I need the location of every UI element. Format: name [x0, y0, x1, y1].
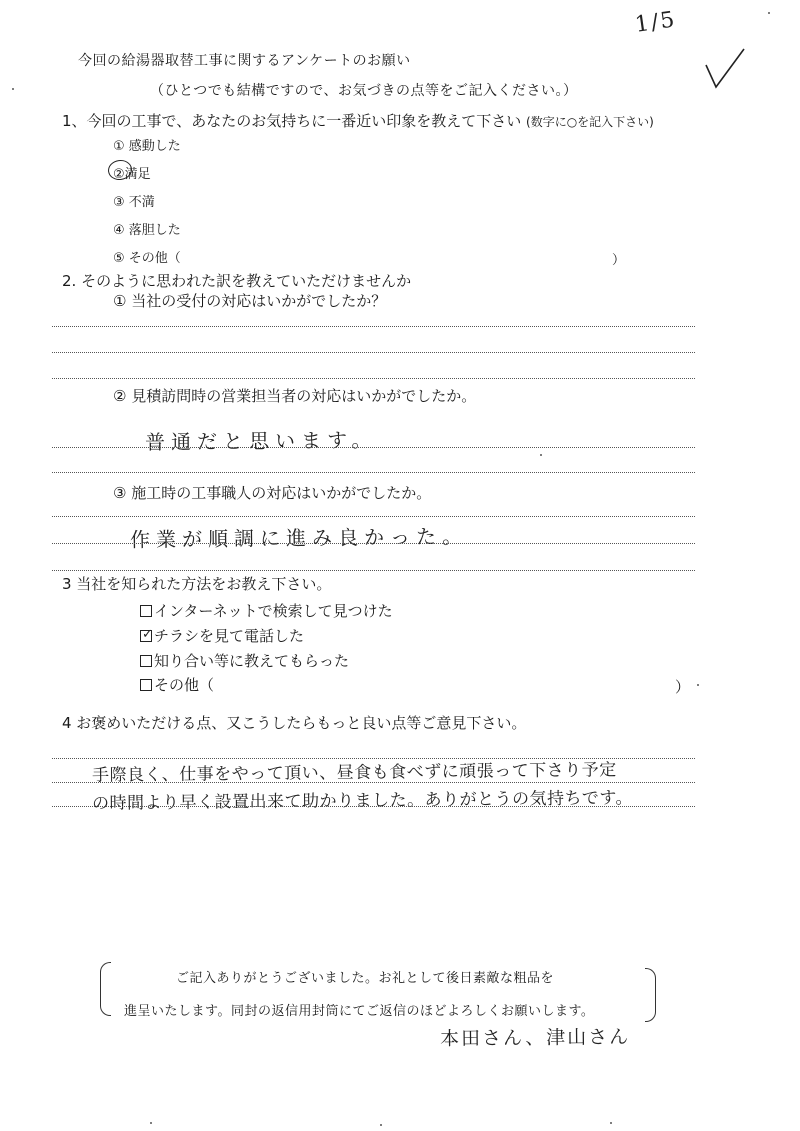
q3-option-flyer[interactable]: [140, 625, 304, 646]
q3-option-label: その他（: [154, 676, 215, 694]
answer-line: [52, 543, 695, 544]
scan-speck: [12, 88, 14, 90]
q3-option-label: 知り合い等に教えてもらった: [154, 652, 350, 670]
answer-line: [52, 378, 695, 379]
answer-line: [52, 326, 695, 327]
q2-sub3: ③ 施工時の工事職人の対応はいかがでしたか。: [113, 484, 432, 502]
q3-checkbox-checked[interactable]: [140, 627, 153, 642]
answer-line: [52, 352, 695, 353]
q3-option-referral[interactable]: [140, 650, 349, 671]
signature: 本田さん、津山さん: [439, 1026, 631, 1050]
q2-sub2: ② 見積訪問時の営業担当者の対応はいかがでしたか。: [113, 387, 477, 405]
q4-answer-line2[interactable]: の時間より早く設置出来て助かりました。ありがとうの気持ちです。: [91, 788, 634, 814]
answer-line: [52, 516, 695, 517]
q3-option-internet[interactable]: [140, 600, 393, 621]
scan-speck: [150, 1122, 152, 1124]
q1-option-1[interactable]: ① 感動した: [113, 139, 181, 154]
q1-question: [62, 110, 654, 131]
q1-option-4[interactable]: ④ 落胆した: [113, 223, 181, 238]
survey-subtitle: （ひとつでも結構ですので、お気づきの点等をご記入ください。）: [150, 83, 578, 99]
q2-sub2-answer[interactable]: 普通だと思います。: [144, 427, 378, 455]
q1-question-text: 1、今回の工事で、あなたのお気持ちに一番近い印象を教えて下さい: [62, 112, 522, 130]
answer-line: [52, 447, 695, 448]
q1-other-close: ）: [612, 253, 626, 268]
q1-option-2[interactable]: ②満足: [113, 167, 151, 182]
q3-other-close: ）: [675, 678, 691, 696]
footer-line2: 進呈いたします。同封の返信用封筒にてご返信のほどよろしくお願いします。: [124, 1004, 595, 1019]
q3-checkbox[interactable]: [140, 679, 152, 691]
q3-checkbox[interactable]: [140, 655, 152, 667]
scan-speck: [610, 1122, 612, 1124]
answer-line: [52, 472, 695, 473]
q1-option-5[interactable]: ⑤ その他（: [113, 251, 181, 266]
scan-speck: [540, 454, 542, 456]
answer-line: [52, 806, 695, 807]
q1-option-3[interactable]: ③ 不満: [113, 195, 155, 210]
page-marker: 1/5: [633, 7, 678, 38]
footer-bracket-left: [100, 962, 111, 1016]
answer-line: [52, 570, 695, 571]
scan-speck: [768, 12, 770, 14]
q3-option-other[interactable]: [140, 674, 214, 695]
footer-line1: ご記入ありがとうございました。お礼として後日素敵な粗品を: [176, 971, 555, 986]
check-mark-icon: ✓: [142, 627, 153, 642]
q3-question: 3 当社を知られた方法をお教え下さい。: [62, 575, 332, 593]
q3-option-label: チラシを見て電話した: [154, 627, 305, 645]
footer-bracket-right: [645, 968, 656, 1022]
review-check-icon: [700, 45, 750, 95]
q3-option-label: インターネットで検索して見つけた: [154, 602, 393, 620]
q2-sub3-answer[interactable]: 作業が順調に進み良かった。: [129, 524, 469, 552]
q4-question: 4 お褒めいただける点、又こうしたらもっと良い点等ご意見下さい。: [62, 714, 527, 732]
q2-question: 2. そのように思われた訳を教えていただけませんか: [62, 272, 412, 290]
survey-title: 今回の給湯器取替工事に関するアンケートのお願い: [78, 53, 411, 69]
q2-sub1: ① 当社の受付の対応はいかがでしたか？: [113, 292, 387, 310]
q3-checkbox[interactable]: [140, 605, 152, 617]
q4-answer-line1[interactable]: 手際良く、仕事をやって頂い、昼食も食べずに頑張って下さり予定: [91, 760, 617, 786]
scan-speck: [697, 684, 699, 686]
q1-hint: (数字に○を記入下さい): [526, 115, 654, 129]
scan-speck: [380, 1124, 382, 1126]
